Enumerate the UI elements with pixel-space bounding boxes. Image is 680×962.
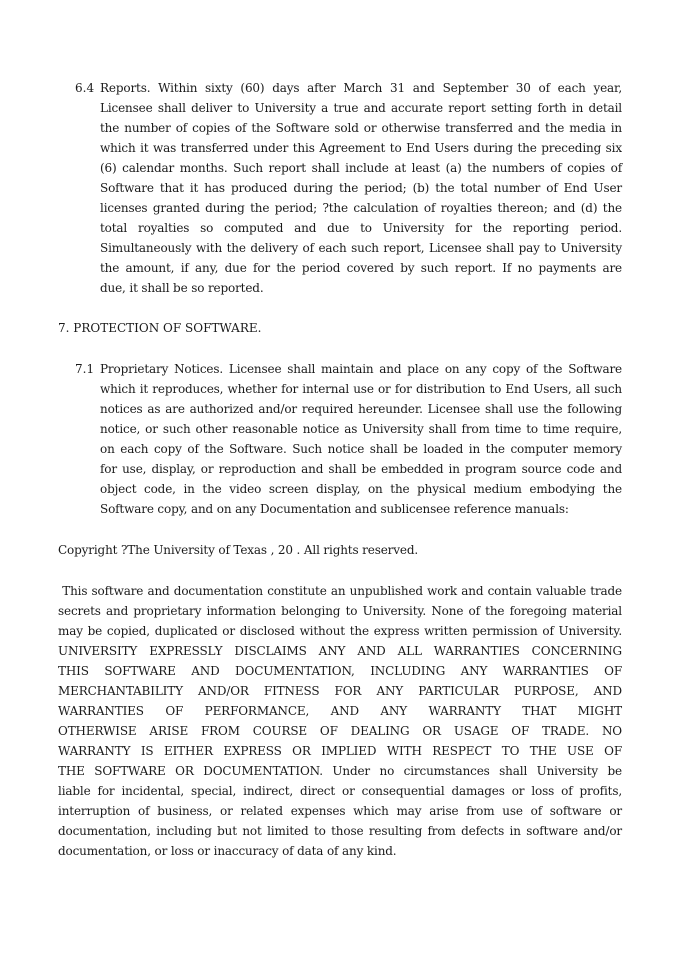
text-line: the amount, if any, due for the period covered by such report. If no payments are <box>100 261 622 275</box>
section-6-4-paragraph <box>100 78 622 298</box>
text-line: the number of copies of the Software sold or otherwise transferred and the media in <box>100 121 622 135</box>
text-line: UNIVERSITY EXPRESSLY DISCLAIMS ANY AND ALL WARRANTIES CONCERNING <box>58 644 622 658</box>
text-line: interruption of business, or related expenses which may arise from use of software or <box>58 804 622 818</box>
text-line: WARRANTY IS EITHER EXPRESS OR IMPLIED WITH RESPECT TO THE USE OF <box>58 744 622 758</box>
text-line: total royalties so computed and due to University for the reporting period. <box>100 221 622 235</box>
copyright-text: Copyright ?The University of Texas , 20 . All rights reserved. <box>58 543 419 557</box>
text-line: documentation, including but not limited to those resulting from defects in software and/or <box>58 824 622 838</box>
text-line: which it was transferred under this Agreement to End Users during the preceding six <box>100 141 622 155</box>
text-line: WARRANTIES OF PERFORMANCE, AND ANY WARRANTY THAT MIGHT <box>58 704 622 718</box>
text-line: OTHERWISE ARISE FROM COURSE OF DEALING OR USAGE OF TRADE. NO <box>58 724 622 738</box>
text-line: object code, in the video screen display, on the physical medium embodying the <box>100 482 622 496</box>
text-line: may be copied, duplicated or disclosed without the express written permission of University. <box>58 624 622 638</box>
text-line: secrets and proprietary information belonging to University. None of the foregoing material <box>58 604 622 618</box>
copyright-line <box>58 540 622 560</box>
text-line: (6) calendar months. Such report shall include at least (a) the numbers of copies of <box>100 161 622 175</box>
text-line: Reports. Within sixty (60) days after March 31 and September 30 of each year, <box>100 81 622 95</box>
section-6-4-number: 6.4 <box>75 81 95 95</box>
section-7-1-paragraph <box>100 359 622 519</box>
text-line: Software copy, and on any Documentation and sublicensee reference manuals: <box>100 502 569 516</box>
text-line: Licensee shall deliver to University a true and accurate report setting forth in detail <box>100 101 622 115</box>
text-line: which it reproduces, whether for internal use or for distribution to End Users, all such <box>100 382 622 396</box>
text-line: documentation, or loss or inaccuracy of data of any kind. <box>58 844 397 858</box>
text-line: Software that it has produced during the period; (b) the total number of End User <box>100 181 622 195</box>
text-line: This software and documentation constitute an unpublished work and contain valuable trade <box>58 584 622 598</box>
text-line: on each copy of the Software. Such notice shall be loaded in the computer memory <box>100 442 622 456</box>
notice-paragraph <box>58 581 622 861</box>
text-line: licenses granted during the period; ?the calculation of royalties thereon; and (d) the <box>100 201 622 215</box>
text-line: THIS SOFTWARE AND DOCUMENTATION, INCLUDING ANY WARRANTIES OF <box>58 664 622 678</box>
section-7-1-number: 7.1 <box>75 362 95 376</box>
text-line: MERCHANTABILITY AND/OR FITNESS FOR ANY PARTICULAR PURPOSE, AND <box>58 684 622 698</box>
text-line: Proprietary Notices. Licensee shall maintain and place on any copy of the Software <box>100 362 622 376</box>
text-line: Simultaneously with the delivery of each such report, Licensee shall pay to University <box>100 241 622 255</box>
text-line: liable for incidental, special, indirect, direct or consequential damages or loss of profits, <box>58 784 622 798</box>
text-line: due, it shall be so reported. <box>100 281 264 295</box>
text-line: for use, display, or reproduction and shall be embedded in program source code and <box>100 462 622 476</box>
text-line: notice, or such other reasonable notice as University shall from time to time require, <box>100 422 622 436</box>
section-7-heading: 7. PROTECTION OF SOFTWARE. <box>58 321 262 335</box>
text-line: THE SOFTWARE OR DOCUMENTATION. Under no circumstances shall University be <box>58 764 622 778</box>
text-line: notices as are authorized and/or required hereunder. Licensee shall use the following <box>100 402 622 416</box>
